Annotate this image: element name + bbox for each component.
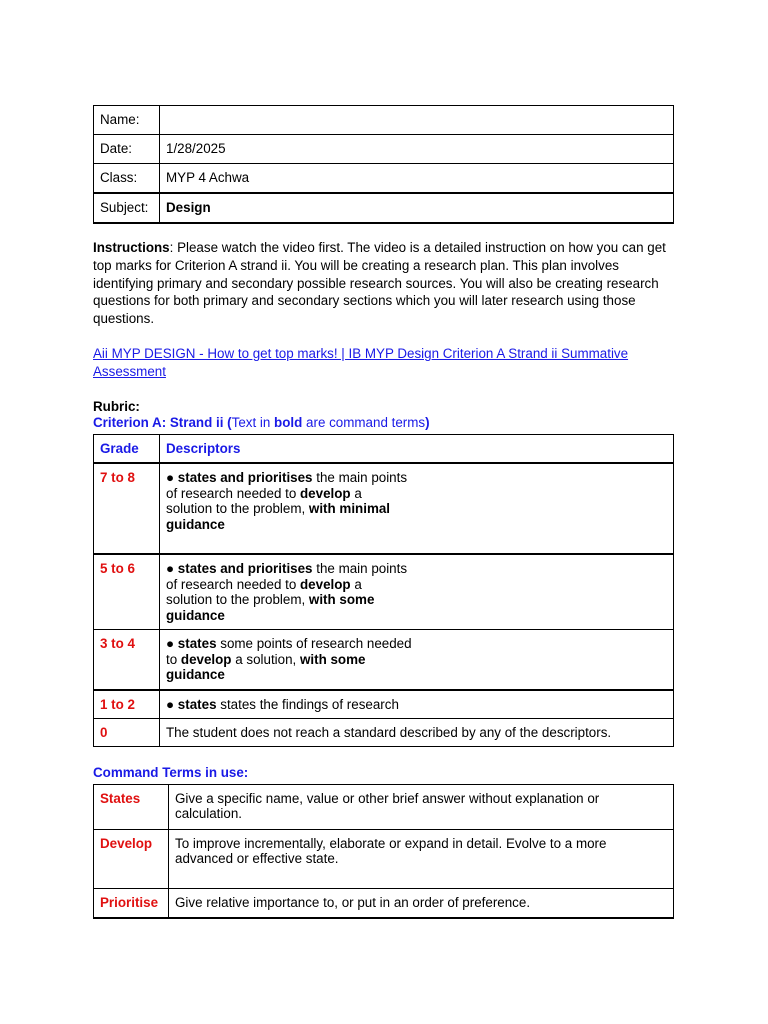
criterion-heading: Criterion A: Strand ii (Text in bold are command terms) bbox=[93, 415, 430, 431]
command-term-row bbox=[94, 888, 674, 918]
grade-cell: 1 to 2 bbox=[94, 690, 160, 719]
grade-cell: 0 bbox=[94, 719, 160, 747]
rubric-header-row bbox=[94, 435, 674, 464]
definition-cell: To improve incrementally, elaborate or expand in detail. Evolve to a more advanced or effective state. bbox=[169, 829, 674, 888]
info-label: Class: bbox=[94, 164, 160, 194]
info-label: Subject: bbox=[94, 193, 160, 223]
info-label: Date: bbox=[94, 135, 160, 164]
video-link[interactable]: Aii MYP DESIGN - How to get top marks! | IB MYP Design Criterion A Strand ii Summative Assessment bbox=[93, 345, 629, 379]
command-terms-title: Command Terms in use: bbox=[93, 765, 249, 781]
name-value bbox=[160, 106, 674, 135]
rubric-row bbox=[94, 690, 674, 719]
rubric-table bbox=[93, 434, 674, 747]
instructions-text: : Please watch the video first. The video is a detailed instruction on how you can get top marks for Criterion A strand ii. You will be creating a research plan. This plan involves identifying primary and secondary possible research sources. You will also be creating research questions for both primary and secondary sections which you will later research using those questions. bbox=[93, 240, 666, 327]
descriptors-header: Descriptors bbox=[160, 435, 674, 464]
document-page bbox=[93, 105, 674, 919]
info-row-date bbox=[94, 135, 674, 164]
info-row-subject bbox=[94, 193, 674, 223]
info-row-class bbox=[94, 164, 674, 194]
descriptor-cell: ● states and prioritises the main points of research needed to develop a solution to the problem, with some guidance bbox=[160, 554, 674, 630]
grade-cell: 3 to 4 bbox=[94, 630, 160, 691]
instructions-paragraph bbox=[93, 239, 674, 328]
grade-cell: 5 to 6 bbox=[94, 554, 160, 630]
definition-cell: Give relative importance to, or put in an order of preference. bbox=[169, 888, 674, 918]
descriptor-cell: ● states some points of research needed to develop a solution, with some guidance bbox=[160, 630, 674, 691]
rubric-row bbox=[94, 630, 674, 691]
subject-value: Design bbox=[160, 193, 674, 223]
rubric-row bbox=[94, 719, 674, 747]
rubric-label: Rubric: bbox=[93, 398, 140, 414]
info-row-name bbox=[94, 106, 674, 135]
term-cell: Develop bbox=[94, 829, 169, 888]
rubric-row bbox=[94, 554, 674, 630]
command-terms-table bbox=[93, 784, 674, 919]
term-cell: States bbox=[94, 784, 169, 829]
info-table bbox=[93, 105, 674, 224]
instructions-label: Instructions bbox=[93, 240, 170, 255]
descriptor-cell: The student does not reach a standard described by any of the descriptors. bbox=[160, 719, 674, 747]
grade-header: Grade bbox=[94, 435, 160, 464]
video-link-paragraph bbox=[93, 345, 674, 381]
info-label: Name: bbox=[94, 106, 160, 135]
descriptor-cell: ● states and prioritises the main points of research needed to develop a solution to the problem, with minimal guidance bbox=[160, 463, 674, 554]
term-cell: Prioritise bbox=[94, 888, 169, 918]
descriptor-cell: ● states states the findings of research bbox=[160, 690, 674, 719]
grade-cell: 7 to 8 bbox=[94, 463, 160, 554]
definition-cell: Give a specific name, value or other brief answer without explanation or calculation. bbox=[169, 784, 674, 829]
rubric-row bbox=[94, 463, 674, 554]
command-term-row bbox=[94, 829, 674, 888]
class-value: MYP 4 Achwa bbox=[160, 164, 674, 194]
date-value: 1/28/2025 bbox=[160, 135, 674, 164]
command-term-row bbox=[94, 784, 674, 829]
